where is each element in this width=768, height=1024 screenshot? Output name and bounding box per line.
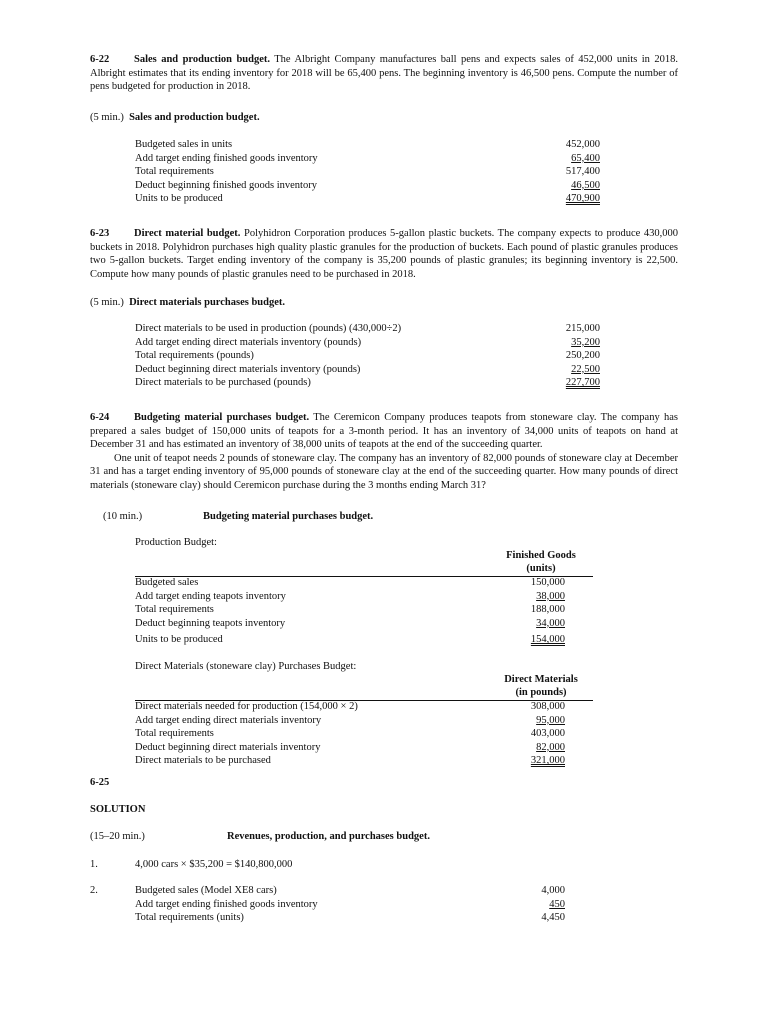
problem-6-23-statement	[90, 227, 678, 281]
table-row: Total requirements 517,400	[135, 166, 600, 178]
direct-materials-purchases-budget-table	[135, 700, 565, 768]
time-estimate: (5 min.)	[90, 297, 124, 308]
time-estimate: (5 min.)	[90, 112, 124, 123]
table-row: Total requirements (units) 4,450	[135, 912, 565, 924]
column-header-units: (units)	[526, 563, 556, 574]
solution-heading: Revenues, production, and purchases budget.	[227, 831, 430, 842]
problem-text: The Albright Company manufactures ball pens and expects sales of 452,000 units in 2018. Albright estimates that its ending inventory for 2018 will be 65,400 pens. The beginning inventory is 46,500 pens. Compute the number of pens budgeted for production in 2018.	[90, 54, 678, 93]
sales-production-budget-table	[135, 138, 600, 206]
table-row: Deduct beginning direct materials inventory (pounds) 22,500	[135, 363, 600, 375]
problem-text: Polyhidron Corporation produces 5-gallon plastic buckets. The company expects to produce 430,000 buckets in 2018. Polyhidron purchases high quality plastic granules for the production of buckets. Each pound of plastic granules produces two 5-gallon buckets. Target ending inventory of the company is 35,200 pounds of plastic granules; its beginning inventory is 22,500. Compute how many pounds of plastic granules need to be purchased in 2018.	[90, 228, 678, 280]
item-number: 1.	[90, 859, 98, 870]
revenues-budget-table	[135, 884, 565, 925]
production-budget-title: Production Budget:	[135, 537, 217, 548]
table-row: Units to be produced 470,900	[135, 193, 600, 205]
problem-number: 6-22	[90, 54, 110, 65]
table-row: Direct materials to be used in production (pounds) (430,000÷2) 215,000	[135, 323, 600, 334]
item-number: 2.	[90, 885, 98, 896]
time-estimate: (10 min.)	[103, 511, 143, 522]
problem-title: Sales and production budget.	[134, 54, 270, 65]
problem-text-continued: One unit of teapot needs 2 pounds of stoneware clay. The company has an inventory of 82,000 pounds of stoneware clay at December 31 and has a target ending inventory of 95,000 pounds of stoneware clay at the end of the succeeding quarter. How many pounds of direct materials (stoneware clay) should Ceremicon purchase during the 3 months ending March 31?	[90, 452, 678, 491]
table-row: Budgeted sales 150,000	[135, 577, 565, 588]
table-row: Add target ending direct materials inventory 95,000	[135, 714, 565, 726]
direct-materials-purchases-table	[135, 322, 600, 390]
solution-label: SOLUTION	[90, 804, 146, 815]
table-row: Add target ending finished goods inventory 65,400	[135, 152, 600, 164]
table-row: Units to be produced 154,000	[135, 634, 565, 646]
problem-title: Direct material budget.	[134, 228, 241, 239]
column-header-pounds: (in pounds)	[515, 687, 567, 698]
solution-heading: Sales and production budget.	[129, 112, 260, 123]
production-budget-table	[135, 576, 565, 647]
problem-number: 6-25	[90, 777, 110, 788]
problem-number: 6-24	[90, 412, 110, 423]
table-row: Direct materials needed for production (154,000 × 2) 308,000	[135, 701, 565, 712]
solution-6-22-heading	[90, 111, 678, 125]
column-header-direct-materials: Direct Materials	[504, 674, 578, 685]
column-header-finished-goods: Finished Goods	[506, 550, 576, 561]
table-row: Budgeted sales (Model XE8 cars) 4,000	[135, 885, 565, 896]
table-row: Budgeted sales in units 452,000	[135, 139, 600, 150]
table-row: Total requirements 188,000	[135, 604, 565, 616]
table-row: Deduct beginning direct materials inventory 82,000	[135, 741, 565, 753]
table-row: Total requirements 403,000	[135, 728, 565, 740]
table-row: Add target ending direct materials inventory (pounds) 35,200	[135, 336, 600, 348]
problem-6-22-statement	[90, 53, 678, 94]
table-row: Total requirements (pounds) 250,200	[135, 350, 600, 362]
table-row: Direct materials to be purchased 321,000	[135, 755, 565, 767]
problem-text: The Ceremicon Company produces teapots from stoneware clay. The company has prepared a sales budget of 150,000 units of teapots for a 3-month period. It has an inventory of 34,000 units of teapots on hand at December 31 and has estimated an inventory of 38,000 units of teapots at the end of the succeeding quarter.	[90, 412, 678, 451]
table-row: Direct materials to be purchased (pounds) 227,700	[135, 377, 600, 389]
table-row: Deduct beginning finished goods inventory 46,500	[135, 179, 600, 191]
table-row: Add target ending finished goods inventory 450	[135, 898, 565, 910]
table-row: Add target ending teapots inventory 38,000	[135, 590, 565, 602]
problem-title: Budgeting material purchases budget.	[134, 412, 310, 423]
time-estimate: (15–20 min.)	[90, 831, 145, 842]
direct-materials-budget-title: Direct Materials (stoneware clay) Purchases Budget:	[135, 661, 357, 672]
problem-number: 6-23	[90, 228, 110, 239]
problem-6-24-statement	[90, 411, 678, 493]
table-row: Deduct beginning teapots inventory 34,000	[135, 617, 565, 629]
solution-6-23-heading	[90, 296, 678, 310]
solution-heading: Direct materials purchases budget.	[129, 297, 286, 308]
solution-heading: Budgeting material purchases budget.	[203, 511, 374, 522]
item-1-calculation: 4,000 cars × $35,200 = $140,800,000	[135, 859, 293, 870]
